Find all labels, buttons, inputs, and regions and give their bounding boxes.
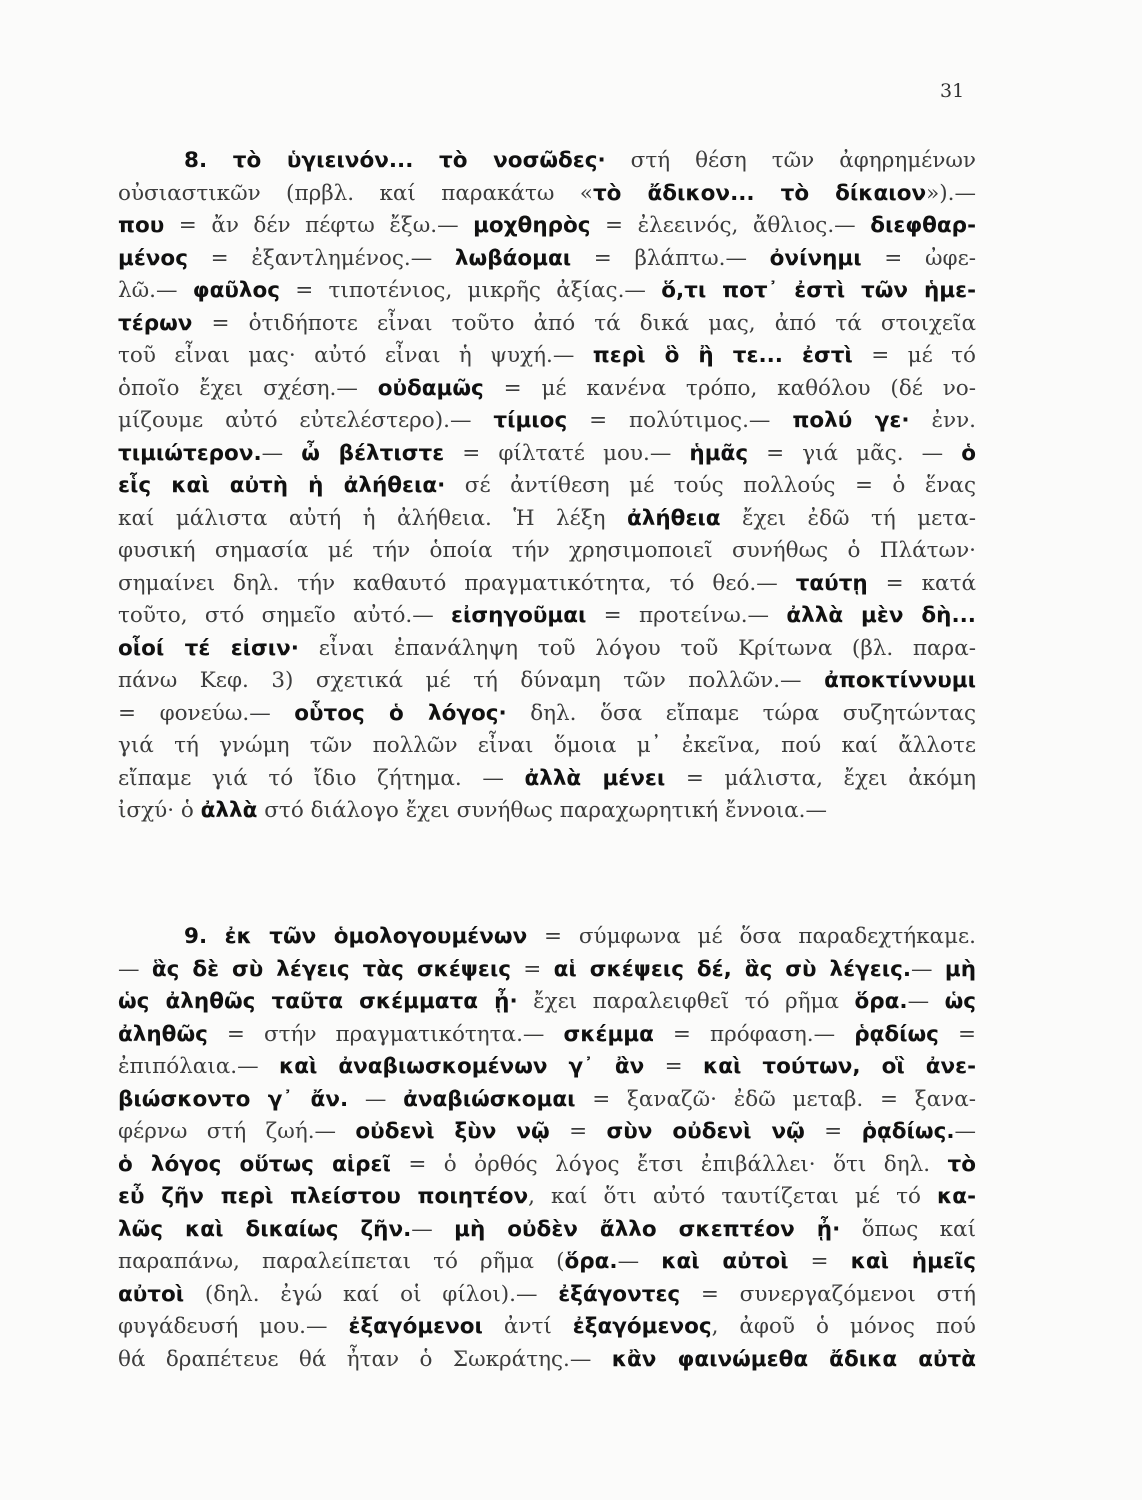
gloss-text: σέ ἀντίθεση μέ τούς πολλούς = ὁ ἕνας (445, 473, 976, 498)
lemma-bold: ῥᾳδίως. (861, 1119, 955, 1144)
text-line (118, 145, 976, 178)
lemma-bold: ὅρα. (564, 1249, 618, 1274)
lemma-bold: ἐξαγόμενοι (348, 1314, 483, 1339)
lemma-bold: καὶ ἡμεῖς (850, 1249, 976, 1274)
gloss-text: σημαίνει δηλ. τήν καθαυτό πραγματικότητα, τό θεό.— (118, 570, 796, 596)
lemma-bold: τιμιώτερον. (118, 440, 262, 466)
text-line (118, 275, 976, 308)
gloss-text: = (804, 1119, 862, 1144)
text-line (118, 1019, 976, 1052)
text-line (118, 1149, 976, 1182)
lemma-bold: ἀποκτίννυμι (824, 668, 976, 693)
lemma-bold: ἀλλὰ (200, 798, 258, 823)
gloss-text: = γιά μᾶς. — (748, 440, 962, 466)
gloss-text: — (907, 989, 945, 1014)
text-line (118, 795, 976, 828)
lemma-bold: ὁ λόγος οὕτως αἱρεῖ (118, 1151, 391, 1177)
lemma-bold: τίμιος (493, 408, 568, 433)
gloss-text: = κατά (867, 570, 976, 596)
gloss-text: = ξαναζῶ· ἐδῶ μεταβ. = ξανα- (575, 1086, 976, 1112)
text-line (118, 1181, 976, 1214)
text-line (118, 503, 976, 536)
lemma-bold: ὡς ἀληθῶς ταῦτα σκέμματα ᾖ· (118, 989, 518, 1014)
gloss-text: — (617, 1249, 662, 1274)
lemma-bold: οὐδαμῶς (377, 375, 484, 401)
text-line (118, 730, 976, 763)
gloss-text: — (118, 956, 152, 982)
gloss-text: »).— (926, 180, 976, 206)
gloss-text: ἔχει παραλειφθεῖ τό ρῆμα (517, 989, 855, 1014)
lemma-bold: βιώσκοντο γ᾽ ἄν. (118, 1086, 349, 1112)
text-line (118, 1116, 976, 1149)
lemma-bold: περὶ ὃ ἢ τε... ἐστὶ (592, 343, 853, 368)
text-line (118, 243, 976, 276)
page-number: 31 (940, 80, 965, 102)
text-line (118, 1311, 976, 1344)
gloss-text: στή θέση τῶν ἀφηρημένων (605, 148, 976, 173)
lemma-bold: τὸ ἄδικον... τὸ δίκαιον (592, 180, 927, 206)
gloss-text: (δηλ. ἐγώ καί οἱ φίλοι).— (184, 1281, 559, 1307)
lemma-bold: ὦ βέλτιστε (301, 440, 445, 466)
text-line (118, 438, 976, 471)
lemma-bold: ἃς δὲ σὺ λέγεις τὰς σκέψεις (151, 956, 511, 982)
gloss-text: = ἄν δέν πέφτω ἔξω.— (164, 213, 474, 238)
gloss-text: , ἀφοῦ ὁ μόνος πού (711, 1314, 976, 1339)
lemma-bold: τὸ (947, 1151, 976, 1177)
lemma-bold: ὅρα. (854, 989, 908, 1014)
gloss-text: = πρόφαση.— (653, 1021, 855, 1047)
text-line (118, 1344, 976, 1377)
text-line (118, 665, 976, 698)
text-line (118, 633, 976, 666)
gloss-text: — (348, 1086, 404, 1112)
text-line (118, 986, 976, 1019)
lemma-bold: ῥᾳδίως (854, 1021, 939, 1047)
gloss-text: ἰσχύ· ὁ (118, 798, 201, 823)
gloss-text: = συνεργαζόμενοι στή (680, 1281, 976, 1307)
text-line (118, 954, 976, 987)
gloss-text: = τιποτένιος, μικρῆς ἀξίας.— (280, 278, 662, 303)
text-line (118, 600, 976, 633)
gloss-text: τοῦτο, στό σημεῖο αὐτό.— (118, 603, 452, 628)
gloss-text: τοῦ εἶναι μας· αὐτό εἶναι ἡ ψυχή.— (118, 343, 593, 368)
gloss-text: ὅπως καί (840, 1216, 976, 1242)
lemma-bold: που (118, 213, 165, 238)
gloss-text: = (788, 1249, 851, 1274)
gloss-text: — (261, 440, 302, 466)
text-line (118, 568, 976, 601)
lemma-bold: ὁ (961, 440, 976, 466)
lemma-bold: ὀνίνημι (769, 245, 862, 271)
text-line (118, 1279, 976, 1312)
text-line (118, 1246, 976, 1279)
gloss-text: ἐπιπόλαια.— (118, 1054, 279, 1079)
lemma-bold: οὗτος ὁ λόγος· (294, 700, 507, 726)
gloss-text: δηλ. ὅσα εἴπαμε τώρα συζητώντας (506, 700, 976, 726)
lemma-bold: εἷς καὶ αὐτὴ ἡ ἀλήθεια· (118, 473, 446, 498)
lemma-bold: φαῦλος (192, 278, 280, 303)
gloss-text: = ὁ ὀρθός λόγος ἔτσι ἐπιβάλλει· ὅτι δηλ. (390, 1151, 948, 1177)
gloss-text: = (644, 1054, 703, 1079)
lemma-bold: ταύτῃ (795, 570, 868, 596)
text-line (118, 178, 976, 211)
lemma-bold: πολύ γε· (792, 408, 910, 433)
gloss-text: = φίλτατέ μου.— (444, 440, 690, 466)
gloss-text: = μέ τό (852, 343, 976, 368)
gloss-text: θά δραπέτευε θά ἦταν ὁ Σωκράτης.— (118, 1346, 612, 1372)
lemma-bold: εὖ ζῆν περὶ πλείστου ποιητέον (118, 1184, 529, 1209)
lemma-bold: σκέμμα (563, 1021, 654, 1047)
gloss-text: φυγάδευσή μου.— (118, 1314, 349, 1339)
text-line (118, 535, 976, 568)
text-line (118, 308, 976, 341)
lemma-bold: κἂν φαινώμεθα ἄδικα αὐτὰ (611, 1346, 976, 1372)
lemma-bold: καὶ αὐτοὶ (661, 1249, 789, 1274)
gloss-text: = σύμφωνα μέ ὅσα παραδεχτήκαμε. (527, 924, 976, 949)
lemma-bold: καὶ ἀναβιωσκομένων γ᾽ ἂν (278, 1054, 645, 1079)
lemma-bold: αὐτοὶ (118, 1281, 185, 1307)
text-line (118, 763, 976, 796)
commentary-paragraph-8 (118, 145, 976, 828)
commentary-paragraph-9 (118, 921, 976, 1376)
text-line (118, 698, 976, 731)
lemma-bold: αἱ σκέψεις δέ, ἃς σὺ λέγεις. (553, 956, 912, 982)
lemma-bold: οἷοί τέ εἰσιν· (118, 635, 299, 661)
gloss-text: = ἐξαντλημένος.— (187, 245, 455, 271)
lemma-bold: λῶς καὶ δικαίως ζῆν. (118, 1216, 412, 1242)
gloss-text: = (549, 1119, 607, 1144)
lemma-bold: τέρων (118, 310, 193, 336)
gloss-text: εἴπαμε γιά τό ἴδιο ζήτημα. — (118, 765, 525, 791)
gloss-text: λῶ.— (118, 278, 193, 303)
lemma-bold: καὶ τούτων, οἳ ἀνε- (702, 1054, 977, 1079)
gloss-text: φέρνω στή ζωή.— (118, 1119, 356, 1144)
gloss-text: = (938, 1021, 976, 1047)
lemma-bold: ἀληθῶς (118, 1021, 208, 1047)
lemma-bold: ἀλλὰ μένει (524, 765, 666, 791)
gloss-text: καί μάλιστα αὐτή ἡ ἀλήθεια. Ἡ λέξη (118, 505, 627, 531)
lemma-bold: 8. τὸ ὑγιεινόν... τὸ νοσῶδες· (184, 148, 606, 173)
gloss-text: = βλάπτω.— (571, 245, 770, 271)
text-line (118, 1214, 976, 1247)
gloss-text: πάνω Κεφ. 3) σχετικά μέ τή δύναμη τῶν πολλῶν.— (118, 668, 825, 693)
gloss-text: — (911, 956, 945, 982)
gloss-text: εἶναι ἐπανάληψη τοῦ λόγου τοῦ Κρίτωνα (βλ. παρα- (298, 635, 976, 661)
text-line (118, 405, 976, 438)
lemma-bold: ἐξάγοντες (558, 1281, 681, 1307)
text-line (118, 210, 976, 243)
gloss-text: — (411, 1216, 455, 1242)
lemma-bold: εἰσηγοῦμαι (451, 603, 587, 628)
lemma-bold: ἀλλὰ μὲν δὴ... (786, 603, 976, 628)
gloss-text: = (510, 956, 554, 982)
text-line (118, 921, 976, 954)
lemma-bold: μὴ οὐδὲν ἄλλο σκεπτέον ᾖ· (454, 1216, 841, 1242)
lemma-bold: ἡμᾶς (689, 440, 749, 466)
gloss-text: ἀντί (482, 1314, 573, 1339)
gloss-text: ἔχει ἐδῶ τή μετα- (720, 505, 976, 531)
lemma-bold: ἐξαγόμενος (572, 1314, 712, 1339)
lemma-bold: λωβάομαι (454, 245, 572, 271)
lemma-bold: ὡς (944, 989, 976, 1014)
gloss-text: = μάλιστα, ἔχει ἀκόμη (665, 765, 976, 791)
gloss-text: μίζουμε αὐτό εὐτελέστερο).— (118, 408, 494, 433)
gloss-text: = ὠφε- (861, 245, 976, 271)
lemma-bold: διεφθαρ- (870, 213, 976, 238)
gloss-text: = πολύτιμος.— (567, 408, 793, 433)
text-line (118, 1084, 976, 1117)
lemma-bold: ἀναβιώσκομαι (403, 1086, 576, 1112)
gloss-text: = ὁτιδήποτε εἶναι τοῦτο ἀπό τά δικά μας, ἀπό τά στοιχεῖα (192, 310, 976, 336)
lemma-bold: σὺν οὐδενὶ νῷ (606, 1119, 805, 1144)
gloss-text: γιά τή γνώμη τῶν πολλῶν εἶναι ὅμοια μ᾽ ἐκεῖνα, πού καί ἄλλοτε (118, 733, 976, 758)
gloss-text: = προτείνω.— (586, 603, 787, 628)
gloss-text: οὐσιαστικῶν (πρβλ. καί παρακάτω « (118, 180, 593, 206)
lemma-bold: οὐδενὶ ξὺν νῷ (355, 1119, 550, 1144)
gloss-text: στό διάλογο ἔχει συνήθως παραχωρητική ἔννοια.— (257, 798, 827, 823)
lemma-bold: ὅ,τι ποτ᾽ ἐστὶ τῶν ἡμε- (661, 278, 977, 303)
lemma-bold: ἀλήθεια (626, 505, 721, 531)
gloss-text: = στήν πραγματικότητα.— (207, 1021, 564, 1047)
gloss-text: παραπάνω, παραλείπεται τό ρῆμα ( (118, 1249, 565, 1274)
lemma-bold: μένος (118, 245, 188, 271)
gloss-text: φυσική σημασία μέ τήν ὁποία τήν χρησιμοποιεῖ συνήθως ὁ Πλάτων· (118, 538, 976, 563)
gloss-text: = ἐλεεινός, ἄθλιος.— (590, 213, 871, 238)
text-line (118, 470, 976, 503)
gloss-text: ὁποῖο ἔχει σχέση.— (118, 375, 378, 401)
gloss-text: , καί ὅτι αὐτό ταυτίζεται μέ τό (528, 1184, 938, 1209)
lemma-bold: μοχθηρὸς (473, 213, 591, 238)
gloss-text: = μέ κανένα τρόπο, καθόλου (δέ νο- (483, 375, 976, 401)
lemma-bold: κα- (937, 1184, 976, 1209)
lemma-bold: 9. ἐκ τῶν ὁμολογουμένων (184, 924, 528, 949)
text-line (118, 1051, 976, 1084)
gloss-text: ἐνν. (909, 408, 977, 433)
text-line (118, 373, 976, 406)
lemma-bold: μὴ (944, 956, 977, 982)
text-line (118, 340, 976, 373)
gloss-text: = φονεύω.— (118, 700, 295, 726)
gloss-text: — (954, 1119, 976, 1144)
